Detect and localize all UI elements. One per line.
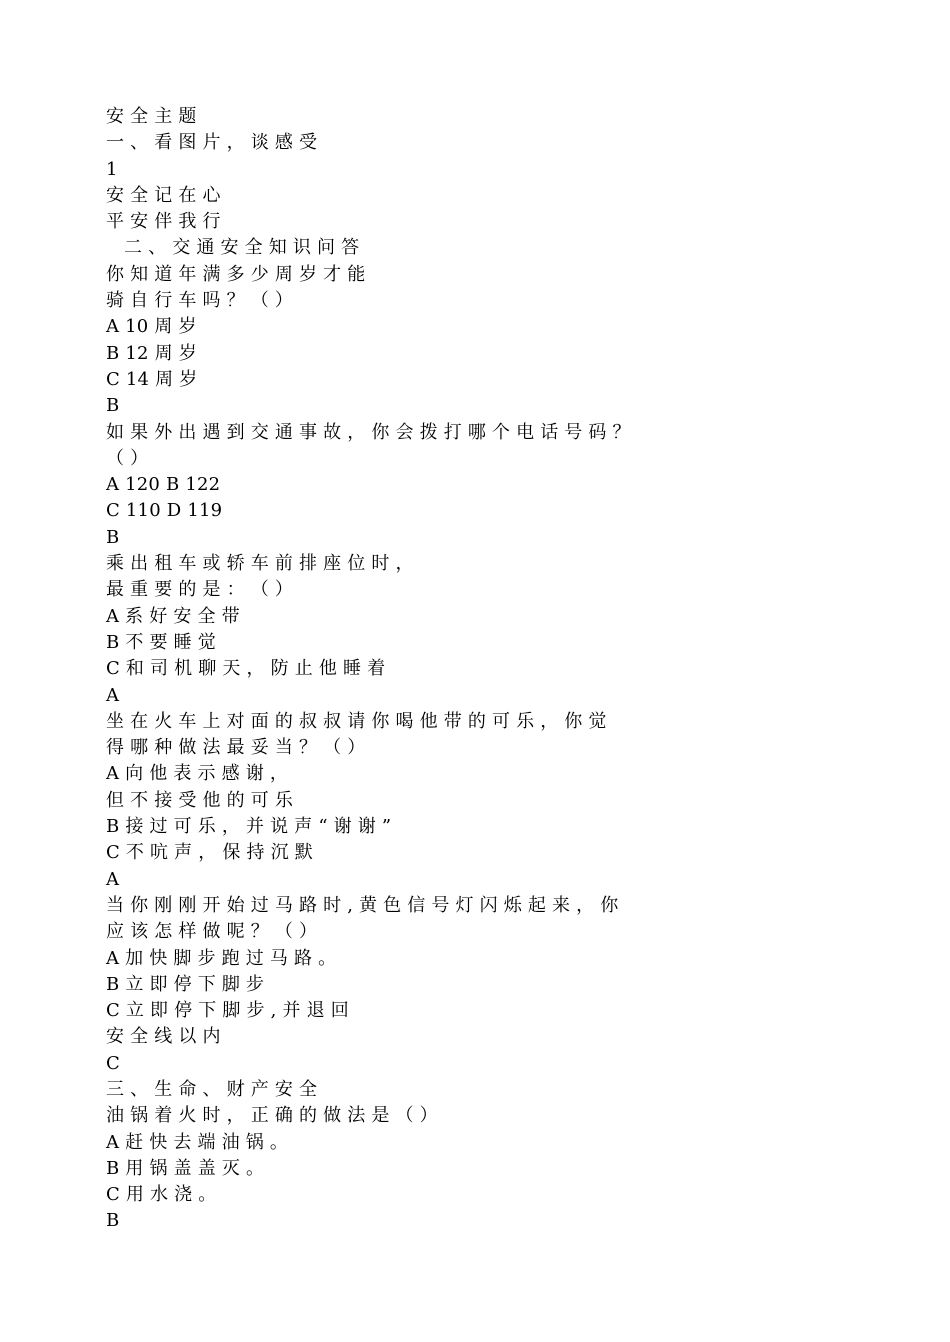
option-line: B 接 过 可 乐 ， 并 说 声 “ 谢 谢 ” — [106, 816, 392, 838]
option-line: C 用 水 浇 。 — [106, 1184, 217, 1206]
option-line: A 赶 快 去 端 油 锅 。 — [106, 1131, 289, 1153]
option-line: A 系 好 安 全 带 — [106, 605, 240, 627]
option-line: B 12 周 岁 — [106, 342, 197, 364]
question-line: 乘 出 租 车 或 轿 车 前 排 座 位 时 ， — [106, 553, 414, 575]
option-line: C 110 D 119 — [106, 500, 223, 522]
section-heading: 三 、 生 命 、 财 产 安 全 — [106, 1078, 318, 1100]
text-line: 安 全 记 在 心 — [106, 184, 221, 206]
option-line: C 立 即 停 下 脚 步 , 并 退 回 — [106, 1000, 349, 1022]
option-line: C 14 周 岁 — [106, 368, 198, 390]
question-line: 应 该 怎 样 做 呢 ？ （ ） — [106, 921, 318, 943]
question-line: 如 果 外 出 遇 到 交 通 事 故 ， 你 会 拨 打 哪 个 电 话 号 码 ？ — [106, 421, 631, 443]
answer-line: A — [106, 684, 120, 706]
question-line: 你 知 道 年 满 多 少 周 岁 才 能 — [106, 263, 366, 285]
text-line: 平 安 伴 我 行 — [106, 211, 221, 233]
option-line: A 加 快 脚 步 跑 过 马 路 。 — [106, 947, 337, 969]
option-line: A 10 周 岁 — [106, 316, 197, 338]
question-line: 坐 在 火 车 上 对 面 的 叔 叔 请 你 喝 他 带 的 可 乐 ， 你 觉 — [106, 710, 607, 732]
section-heading: 一 、 看 图 片 ， 谈 感 受 — [106, 132, 318, 154]
option-line: A 向 他 表 示 感 谢 ， — [106, 763, 289, 785]
answer-line: B — [106, 1210, 120, 1232]
question-line: （ ） — [106, 447, 149, 469]
option-line: B 不 要 睡 觉 — [106, 631, 216, 653]
question-line: 骑 自 行 车 吗 ？ （ ） — [106, 290, 294, 312]
text-line: 1 — [106, 158, 118, 180]
option-line: A 120 B 122 — [106, 474, 221, 496]
question-line: 最 重 要 的 是 ： （ ） — [106, 579, 294, 601]
answer-line: B — [106, 526, 120, 548]
section-heading: 二 、 交 通 安 全 知 识 问 答 — [124, 237, 360, 259]
option-line: 但 不 接 受 他 的 可 乐 — [106, 789, 294, 811]
answer-line: A — [106, 868, 120, 890]
option-line: C 和 司 机 聊 天 ， 防 止 他 睡 着 — [106, 658, 386, 680]
question-line: 当 你 刚 刚 开 始 过 马 路 时 , 黄 色 信 号 灯 闪 烁 起 来 ， 你 — [106, 894, 619, 916]
answer-line: C — [106, 1052, 120, 1074]
option-line: B 立 即 停 下 脚 步 — [106, 973, 265, 995]
option-line: 安 全 线 以 内 — [106, 1026, 221, 1048]
question-line: 得 哪 种 做 法 最 妥 当 ？ （ ） — [106, 737, 366, 759]
document-title: 安 全 主 题 — [106, 106, 197, 127]
document-body — [106, 104, 866, 1235]
option-line: B 用 锅 盖 盖 灭 。 — [106, 1157, 265, 1179]
option-line: C 不 吭 声 ， 保 持 沉 默 — [106, 842, 313, 864]
answer-line: B — [106, 395, 120, 417]
question-line: 油 锅 着 火 时 ， 正 确 的 做 法 是 （ ） — [106, 1105, 438, 1127]
